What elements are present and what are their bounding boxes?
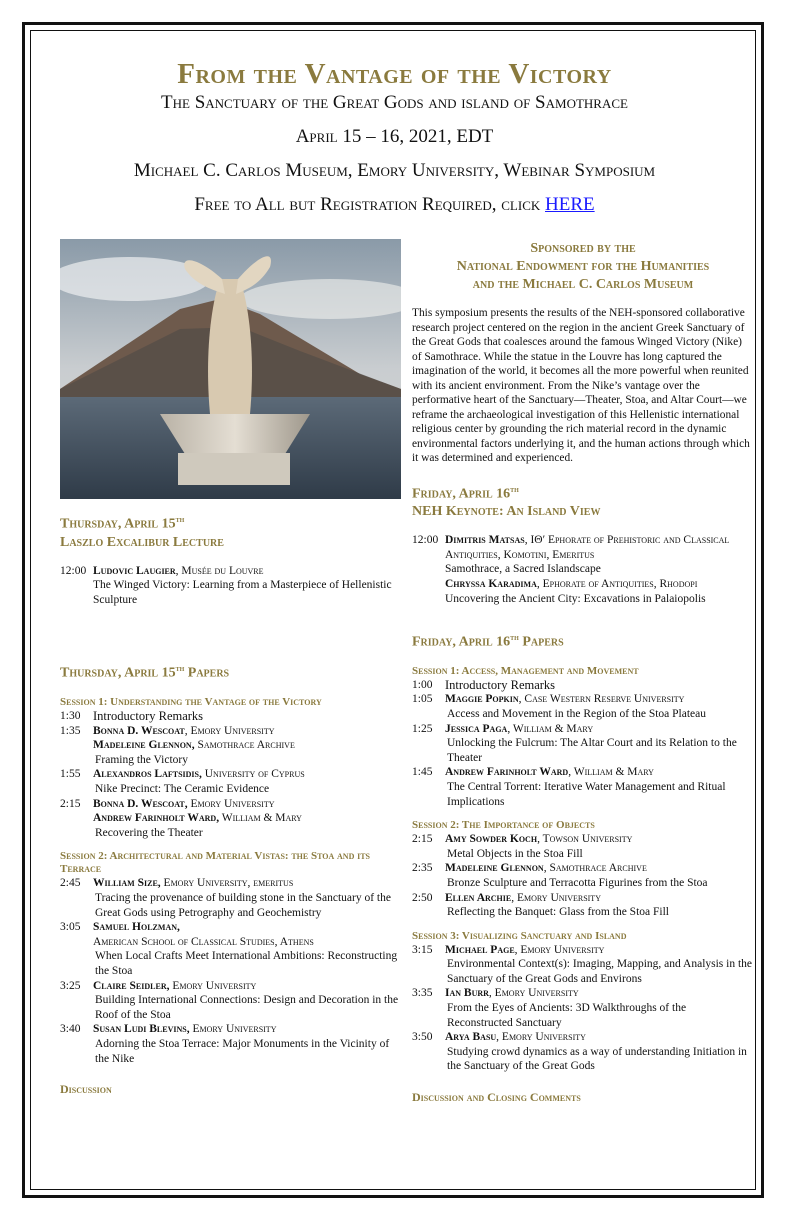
- paper-title: Access and Movement in the Region of the Stoa Plateau: [447, 707, 707, 720]
- speaker-name: Jessica Paga: [445, 722, 508, 735]
- entry-time: 3:40: [60, 1023, 81, 1036]
- friday-session-1-list: [412, 678, 754, 809]
- program-entry: [412, 692, 754, 721]
- speaker-name: Arya Basu: [445, 1031, 497, 1044]
- keynote-affiliation-2: , Ephorate of Antiquities, Rhodopi: [536, 577, 698, 590]
- speaker-affiliation: , Samothrace Archive: [543, 862, 647, 875]
- program-entry: [412, 861, 754, 890]
- right-column: [412, 240, 754, 1105]
- entry-time: 1:05: [412, 693, 433, 706]
- sponsor-heading: [412, 240, 754, 294]
- entry-text: Introductory Remarks: [93, 709, 204, 724]
- entry-text: Introductory Remarks: [445, 677, 556, 692]
- thursday-session-2-heading: Session 2: Architectural and Material Vistas: the Stoa and its Terrace: [60, 850, 371, 876]
- paper-title: Recovering the Theater: [95, 826, 203, 839]
- speaker-affiliation: , Emory University: [511, 891, 601, 904]
- entry-time: 2:15: [60, 797, 81, 810]
- paper-title: Building International Connections: Design and Decoration in the Roof of the Stoa: [95, 994, 399, 1021]
- program-entry: [412, 1030, 754, 1074]
- friday-session-3-list: [412, 943, 754, 1074]
- lecture-speaker: Ludovic Laugier: [93, 564, 176, 577]
- entry-time: 1:00: [412, 678, 433, 691]
- program-entry: [412, 986, 754, 1030]
- entry-time: 1:45: [412, 766, 433, 779]
- speaker-name: William Size,: [93, 877, 161, 890]
- event-venue: Michael C. Carlos Museum, Emory University, Webinar Symposium: [133, 160, 656, 181]
- speaker-affiliation: , Emory University: [496, 1031, 586, 1044]
- speaker-affiliation: Samothrace Archive: [194, 739, 295, 752]
- paper-title: Framing the Victory: [95, 753, 188, 766]
- paper-title: Metal Objects in the Stoa Fill: [447, 847, 583, 860]
- speaker-affiliation: William & Mary: [219, 812, 302, 825]
- registration-text: Free to All but Registration Required, click: [194, 194, 541, 215]
- winged-victory-photo: [60, 239, 401, 499]
- thursday-discussion: Discussion: [60, 1082, 112, 1097]
- keynote-speaker-1: Dimitris Matsas: [445, 534, 525, 547]
- sponsor-line-1: Sponsored by the: [530, 241, 636, 256]
- speaker-name: Claire Seidler,: [93, 979, 170, 992]
- keynote-speaker-2: Chryssa Karadima: [445, 577, 537, 590]
- lecture-affiliation: , Musée du Louvre: [175, 564, 264, 577]
- paper-title: Adorning the Stoa Terrace: Major Monuments in the Vicinity of the Nike: [95, 1037, 390, 1065]
- paper-title: Reflecting the Banquet: Glass from the Stoa Fill: [447, 906, 669, 919]
- keynote-title-1: Samothrace, a Sacred Islandscape: [445, 563, 601, 576]
- friday-day-heading: Friday, April 16th: [412, 483, 519, 502]
- entry-time: 1:35: [60, 724, 81, 737]
- speaker-affiliation: , Emory University: [488, 987, 579, 1000]
- friday-session-1-heading: Session 1: Access, Management and Movement: [412, 664, 639, 677]
- thursday-papers-heading: Thursday, April 15th Papers: [60, 663, 230, 682]
- program-entry: [60, 1022, 400, 1066]
- program-entry: [412, 678, 754, 693]
- entry-time: 2:35: [412, 862, 433, 875]
- speaker-affiliation: , Emory University: [184, 724, 275, 737]
- entry-time: 3:35: [412, 987, 433, 1000]
- speaker-name: Andrew Farinholt Ward,: [93, 812, 220, 825]
- thursday-session-1-list: [60, 709, 400, 840]
- paper-title: When Local Crafts Meet International Ambitions: Reconstructing the Stoa: [95, 950, 398, 977]
- entry-time: 1:55: [60, 768, 81, 781]
- program-entry: [60, 709, 400, 724]
- program-entry: [60, 979, 400, 1023]
- speaker-affiliation: Emory University: [187, 797, 275, 810]
- speaker-name: Susan Ludi Blevins,: [93, 1023, 190, 1036]
- speaker-name: Michael Page: [445, 943, 515, 956]
- speaker-name: Samuel Holzman,: [93, 921, 180, 934]
- paper-title: The Central Torrent: Iterative Water Management and Ritual Implications: [447, 780, 726, 808]
- program-entry: [60, 876, 400, 920]
- friday-discussion: Discussion and Closing Comments: [412, 1090, 581, 1105]
- friday-session-2-list: [412, 832, 754, 920]
- speaker-name: Amy Sowder Koch: [445, 833, 538, 846]
- thursday-session-2-list: [60, 876, 400, 1066]
- entry-time: 1:25: [412, 722, 433, 735]
- paper-title: Unlocking the Fulcrum: The Altar Court and its Relation to the Theater: [447, 737, 737, 764]
- entry-time: 2:15: [412, 833, 433, 846]
- friday-keynote: [412, 533, 754, 606]
- speaker-affiliation: , Case Western Reserve University: [518, 693, 685, 706]
- speaker-name: Ellen Archie: [445, 891, 512, 904]
- speaker-name: Ian Burr: [445, 987, 489, 1000]
- paper-title: Bronze Sculpture and Terracotta Figurines from the Stoa: [447, 876, 708, 889]
- registration-line: [0, 194, 789, 216]
- program-entry: [60, 797, 400, 841]
- thursday-day-heading: Thursday, April 15th: [60, 514, 185, 532]
- speaker-name: Maggie Popkin: [445, 693, 519, 706]
- speaker-affiliation: American School of Classical Studies, Athens: [93, 935, 314, 948]
- program-entry: [60, 767, 400, 796]
- speaker-affiliation: Emory University: [169, 979, 257, 992]
- speaker-name: Alexandros Laftsidis,: [93, 768, 202, 781]
- sponsor-line-2: National Endowment for the Humanities: [456, 259, 710, 274]
- paper-title: Studying crowd dynamics as a way of understanding Initiation in the Sanctuary of the Great Gods: [447, 1045, 747, 1073]
- thursday-session-1-heading: Session 1: Understanding the Vantage of the Victory: [60, 696, 322, 709]
- thursday-lecture-heading: Laszlo Excalibur Lecture: [60, 534, 224, 550]
- program-entry: [412, 832, 754, 861]
- sponsor-line-3: and the Michael C. Carlos Museum: [472, 277, 694, 292]
- speaker-affiliation: , William & Mary: [568, 766, 654, 779]
- program-entry: [412, 943, 754, 987]
- speaker-name: Andrew Farinholt Ward: [445, 766, 569, 779]
- page-subtitle: The Sanctuary of the Great Gods and island of Samothrace: [161, 92, 628, 113]
- symposium-description: This symposium presents the results of the NEH-sponsored collaborative research project centered on the region in the ancient Greek Sanctuary of the Great Gods that coalesces around the famous Winged Victory (Nike) of Samothrace. While the statue in the Louvre has long captured the imagination of the world, it becomes all the more powerful when reunited with its ancient environment. From the Nike’s vantage over the performative heart of the Sanctuary—Theater, Stoa, and Altar Court—we reframe the archaeological investigation of this Hellenistic international religious center by grounding the rich material record in the dynamic environmental factors underlying it, and the human actions through which it was determined and experienced.: [412, 307, 750, 464]
- speaker-name: Madeleine Glennon,: [93, 739, 195, 752]
- speaker-affiliation: , Towson University: [537, 833, 633, 846]
- friday-session-3-heading: Session 3: Visualizing Sanctuary and Island: [412, 929, 627, 942]
- entry-time: 2:45: [60, 877, 81, 890]
- friday-keynote-heading: NEH Keynote: An Island View: [412, 504, 601, 520]
- speaker-affiliation: Emory University: [189, 1023, 277, 1036]
- speaker-name: Bonna D. Wescoat: [93, 724, 185, 737]
- paper-title: From the Eyes of Ancients: 3D Walkthroughs of the Reconstructed Sanctuary: [447, 1002, 687, 1029]
- entry-time: 3:05: [60, 921, 81, 934]
- thursday-lecture: [60, 564, 400, 608]
- program-entry: [60, 920, 400, 978]
- entry-time: 3:25: [60, 979, 81, 992]
- paper-title: Environmental Context(s): Imaging, Mapping, and Analysis in the Sanctuary of the Great Gods and Environs: [447, 958, 753, 985]
- entry-time: 3:50: [412, 1031, 433, 1044]
- friday-session-2-heading: Session 2: The Importance of Objects: [412, 819, 595, 832]
- registration-link[interactable]: HERE: [545, 194, 595, 215]
- lecture-title: The Winged Victory: Learning from a Masterpiece of Hellenistic Sculpture: [93, 579, 392, 606]
- page-title: From the Vantage of the Victory: [177, 58, 612, 90]
- speaker-affiliation: Emory University, emeritus: [160, 877, 294, 890]
- keynote-title-2: Uncovering the Ancient City: Excavations in Palaiopolis: [445, 592, 706, 605]
- speaker-affiliation: , Emory University: [514, 943, 605, 956]
- program-entry: [412, 891, 754, 920]
- program-entry: [412, 722, 754, 766]
- paper-title: Tracing the provenance of building stone in the Sanctuary of the Great Gods using Petrography and Geochemistry: [95, 892, 391, 919]
- speaker-affiliation: , William & Mary: [507, 722, 594, 735]
- speaker-name: Bonna D. Wescoat,: [93, 797, 188, 810]
- program-entry: [412, 765, 754, 809]
- speaker-name: Madeleine Glennon: [445, 862, 544, 875]
- speaker-affiliation: University of Cyprus: [201, 768, 305, 781]
- entry-time: 1:30: [60, 710, 81, 723]
- program-entry: [60, 724, 400, 768]
- entry-time: 2:50: [412, 891, 433, 904]
- friday-papers-heading: Friday, April 16th Papers: [412, 632, 564, 650]
- keynote-time: 12:00: [412, 534, 439, 547]
- left-column: [60, 510, 400, 1097]
- event-dates: April 15 – 16, 2021, EDT: [295, 126, 494, 147]
- lecture-time: 12:00: [60, 564, 87, 577]
- keynote-affiliation-1: , ΙΘ′ Ephorate of Prehistoric and Classical Antiquities, Komotini, Emeritus: [445, 534, 730, 561]
- entry-time: 3:15: [412, 943, 433, 956]
- paper-title: Nike Precinct: The Ceramic Evidence: [95, 783, 270, 796]
